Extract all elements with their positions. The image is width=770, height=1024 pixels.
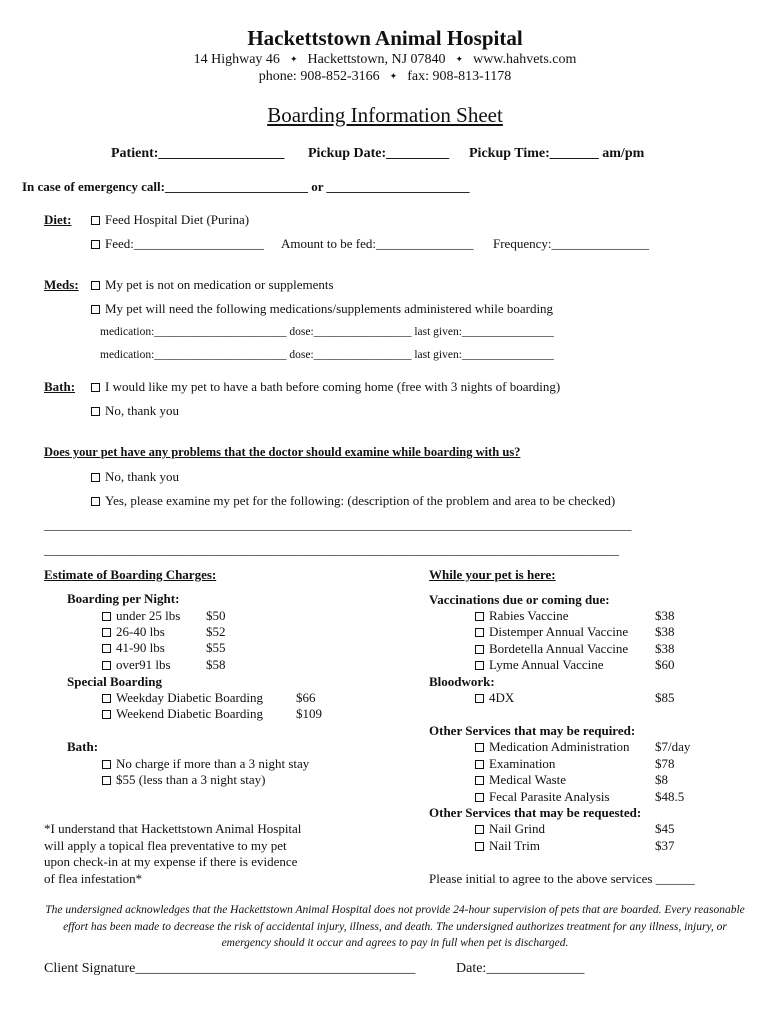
required-service-price: $78 xyxy=(655,756,675,771)
signature-date-field[interactable]: Date:______________ xyxy=(456,961,585,976)
website-link[interactable]: www.hahvets.com xyxy=(473,52,577,67)
checkbox-icon[interactable] xyxy=(91,473,100,482)
bath-label: Bath: xyxy=(44,379,76,394)
separator-star-icon: ✦ xyxy=(455,54,464,64)
checkbox-icon[interactable] xyxy=(91,240,100,249)
separator-star-icon: ✦ xyxy=(289,54,298,64)
vaccination-price: $60 xyxy=(655,657,675,672)
per-night-option[interactable]: 26-40 lbs xyxy=(102,625,165,640)
checkbox-icon[interactable] xyxy=(91,383,100,392)
checkbox-icon[interactable] xyxy=(102,710,111,719)
bloodwork-label: Bloodwork: xyxy=(429,674,495,689)
hospital-name: Hackettstown Animal Hospital xyxy=(247,26,523,50)
special-boarding-option[interactable]: Weekend Diabetic Boarding xyxy=(102,707,263,722)
medication-line-2[interactable]: medication:_______________________ dose:_________________ last given:________________ xyxy=(100,349,554,361)
diet-label: Diet: xyxy=(44,212,72,227)
checkbox-icon[interactable] xyxy=(475,628,484,637)
disclaimer-text: The undersigned acknowledges that the Hackettstown Animal Hospital does not provide 24-hour supervision of pets that are boarded. Every reasonable effort has been made to decrease the risk of accidental injury, illness, and death. The undersigned authorizes treatment for any illness, injury, or emergency should it occur and agrees to pay in full when pet is discharged. xyxy=(45,904,745,949)
checkbox-icon[interactable] xyxy=(475,612,484,621)
initial-agreement-field[interactable]: Please initial to agree to the above services ______ xyxy=(429,871,695,886)
checkbox-icon[interactable] xyxy=(102,776,111,785)
fax-number: fax: 908-813-1178 xyxy=(407,69,512,84)
vaccination-option[interactable]: Distemper Annual Vaccine xyxy=(475,625,628,640)
required-service-price: $48.5 xyxy=(655,789,685,804)
diet-option-hospital[interactable]: Feed Hospital Diet (Purina) xyxy=(91,213,249,228)
problems-blank-line-2[interactable]: ____________________________________________________________________________________________ xyxy=(44,543,619,557)
requested-service-price: $45 xyxy=(655,821,675,836)
checkbox-icon[interactable] xyxy=(91,407,100,416)
estimate-bath-option[interactable]: $55 (less than a 3 night stay) xyxy=(102,773,265,788)
per-night-price: $50 xyxy=(206,608,226,623)
estimate-bath-option[interactable]: No charge if more than a 3 night stay xyxy=(102,757,309,772)
checkbox-icon[interactable] xyxy=(475,760,484,769)
checkbox-icon[interactable] xyxy=(475,825,484,834)
flea-note-line: will apply a topical flea preventative to my pet xyxy=(44,838,287,853)
special-boarding-price: $109 xyxy=(296,706,322,721)
estimate-bath-label: Bath: xyxy=(67,739,99,754)
checkbox-icon[interactable] xyxy=(102,694,111,703)
per-night-option[interactable]: under 25 lbs xyxy=(102,609,180,624)
per-night-option[interactable]: over91 lbs xyxy=(102,658,171,673)
separator-star-icon: ✦ xyxy=(389,71,398,81)
per-night-price: $58 xyxy=(206,657,226,672)
address-street: 14 Highway 46 xyxy=(193,52,280,67)
phone-number: phone: 908-852-3166 xyxy=(258,69,380,84)
checkbox-icon[interactable] xyxy=(102,628,111,637)
meds-option-none[interactable]: My pet is not on medication or supplements xyxy=(91,278,334,293)
meds-option-needed[interactable]: My pet will need the following medications/supplements administered while boarding xyxy=(91,302,553,317)
requested-services-label: Other Services that may be requested: xyxy=(429,805,642,820)
emergency-contact-field[interactable]: In case of emergency call:______________________ or ______________________ xyxy=(22,179,470,194)
problems-option-yes[interactable]: Yes, please examine my pet for the following: (description of the problem and area to be checked) xyxy=(91,494,615,509)
special-boarding-option[interactable]: Weekday Diabetic Boarding xyxy=(102,691,263,706)
form-title: Boarding Information Sheet xyxy=(267,103,503,127)
required-service-price: $8 xyxy=(655,772,668,787)
vaccination-option[interactable]: Rabies Vaccine xyxy=(475,609,569,624)
problems-question: Does your pet have any problems that the doctor should examine while boarding with us? xyxy=(44,445,521,459)
vaccination-option[interactable]: Bordetella Annual Vaccine xyxy=(475,642,628,657)
checkbox-icon[interactable] xyxy=(475,793,484,802)
bath-option-no[interactable]: No, thank you xyxy=(91,404,179,419)
required-service-price: $7/day xyxy=(655,739,691,754)
pickup-date-field[interactable]: Pickup Date:_________ xyxy=(308,146,450,161)
diet-option-feed[interactable]: Feed:____________________ xyxy=(91,237,264,252)
pickup-time-field[interactable]: Pickup Time:_______ am/pm xyxy=(469,146,645,161)
vaccination-price: $38 xyxy=(655,608,675,623)
client-signature-field[interactable]: Client Signature________________________________________ xyxy=(44,961,416,976)
required-service-option[interactable]: Examination xyxy=(475,757,555,772)
checkbox-icon[interactable] xyxy=(475,661,484,670)
address-line xyxy=(0,52,770,68)
problems-option-no[interactable]: No, thank you xyxy=(91,470,179,485)
medication-line-1[interactable]: medication:_______________________ dose:_________________ last given:________________ xyxy=(100,326,554,338)
special-boarding-price: $66 xyxy=(296,690,316,705)
flea-note-line: of flea infestation* xyxy=(44,871,143,886)
required-service-option[interactable]: Medical Waste xyxy=(475,773,566,788)
bloodwork-option[interactable]: 4DX xyxy=(475,691,514,706)
estimate-heading: Estimate of Boarding Charges: xyxy=(44,567,217,582)
per-night-label: Boarding per Night: xyxy=(67,591,180,606)
while-here-heading: While your pet is here: xyxy=(429,567,556,582)
contact-line xyxy=(0,69,770,85)
vaccination-price: $38 xyxy=(655,624,675,639)
problems-blank-line-1[interactable]: ______________________________________________________________________________________________ xyxy=(44,518,632,532)
vaccinations-label: Vaccinations due or coming due: xyxy=(429,592,610,607)
checkbox-icon[interactable] xyxy=(475,743,484,752)
address-city: Hackettstown, NJ 07840 xyxy=(307,52,446,67)
checkbox-icon[interactable] xyxy=(475,694,484,703)
checkbox-icon[interactable] xyxy=(102,760,111,769)
diet-amount-field[interactable]: Amount to be fed:_______________ xyxy=(281,236,474,251)
checkbox-icon[interactable] xyxy=(91,305,100,314)
per-night-price: $52 xyxy=(206,624,226,639)
vaccination-price: $38 xyxy=(655,641,675,656)
patient-field[interactable]: Patient:__________________ xyxy=(111,146,285,161)
flea-note-line: *I understand that Hackettstown Animal Hospital xyxy=(44,821,302,836)
special-boarding-label: Special Boarding xyxy=(67,674,162,689)
requested-service-option[interactable]: Nail Trim xyxy=(475,839,540,854)
checkbox-icon[interactable] xyxy=(91,216,100,225)
checkbox-icon[interactable] xyxy=(91,497,100,506)
requested-service-option[interactable]: Nail Grind xyxy=(475,822,545,837)
checkbox-icon[interactable] xyxy=(475,842,484,851)
checkbox-icon[interactable] xyxy=(475,776,484,785)
requested-service-price: $37 xyxy=(655,838,675,853)
required-service-option[interactable]: Medication Administration xyxy=(475,740,629,755)
bath-option-yes[interactable]: I would like my pet to have a bath before coming home (free with 3 nights of boarding) xyxy=(91,380,560,395)
bloodwork-price: $85 xyxy=(655,690,675,705)
meds-label: Meds: xyxy=(44,277,79,292)
flea-note-line: upon check-in at my expense if there is evidence xyxy=(44,854,298,869)
checkbox-icon[interactable] xyxy=(102,644,111,653)
per-night-price: $55 xyxy=(206,640,226,655)
checkbox-icon[interactable] xyxy=(475,645,484,654)
required-services-label: Other Services that may be required: xyxy=(429,723,636,738)
required-service-option[interactable]: Fecal Parasite Analysis xyxy=(475,790,610,805)
checkbox-icon[interactable] xyxy=(102,612,111,621)
checkbox-icon[interactable] xyxy=(91,281,100,290)
diet-frequency-field[interactable]: Frequency:_______________ xyxy=(493,236,649,251)
vaccination-option[interactable]: Lyme Annual Vaccine xyxy=(475,658,604,673)
checkbox-icon[interactable] xyxy=(102,661,111,670)
per-night-option[interactable]: 41-90 lbs xyxy=(102,641,165,656)
